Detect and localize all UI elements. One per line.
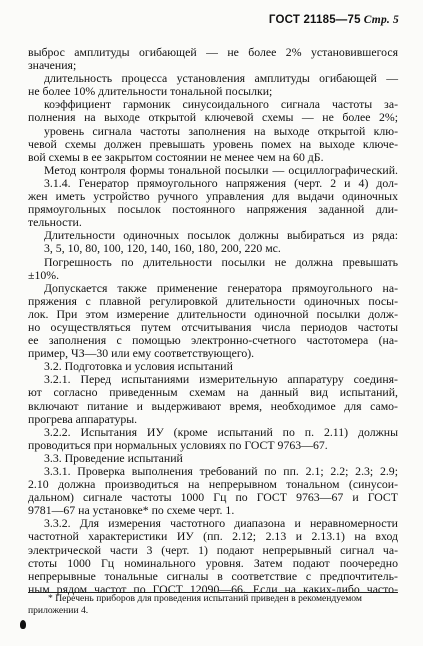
text-line: 3.2. Подготовка и условия испытаний — [44, 359, 233, 374]
text-line: вой схемы в ее закрытом состоянии не менее чем на 60 дБ. — [28, 149, 324, 164]
footnote-line: приложении 4. — [28, 604, 89, 616]
text-line: Погрешность по длительности посылки не должна превышать — [44, 254, 398, 269]
text-line: 3.3.1. Проверка выполнения требований по пп. 2.1; 2.2; 2.3; 2.9; — [44, 464, 398, 478]
text-line: лок. При этом измерение длительности одиночной посылки долж- — [28, 306, 398, 321]
text-line: прогрева аппаратуры. — [28, 411, 138, 426]
text-line: не более 10% длительности тональной посылки; — [28, 84, 273, 99]
page-mark — [20, 620, 26, 629]
text-line: прямоугольных посылок постоянного напряжения заданной дли- — [28, 202, 398, 217]
text-line: 3.2.2. Испытания ИУ (кроме испытаний по п. 2.11) должны — [44, 424, 398, 439]
text-line: частотной характеристики ИУ (пп. 2.12; 2.13 и 2.13.1) на вход — [28, 529, 398, 544]
text-line: Допускается также применение генератора прямоугольного на- — [44, 280, 398, 295]
text-line: включают питание и выдерживают время, необходимое для само- — [28, 398, 398, 413]
text-line: длительность процесса установления амплитуды огибающей — — [44, 71, 398, 86]
text-line: но осуществляться путем отсчитывания числа периодов частоты — [28, 319, 398, 334]
text-line: коэффициент гармоник синусоидального сигнала частоты за- — [44, 97, 398, 112]
text-line: 3.3.2. Для измерения частотного диапазона и неравномерности — [44, 516, 398, 531]
text-line: тельности. — [28, 215, 82, 230]
text-line: 3.1.4. Генератор прямоугольного напряжения (черт. 2 и 4) дол- — [44, 175, 398, 190]
text-line: 3.3. Проведение испытаний — [44, 450, 183, 465]
text-line: стоты 1000 Гц номинального уровня. Затем подают поочередно — [28, 555, 398, 570]
page-header — [269, 14, 399, 26]
text-line: пряжения с плавной регулировкой длительности одиночных посы- — [28, 293, 398, 308]
text-line: 3.2.1. Перед испытаниями измерительную аппаратуру соединя- — [44, 372, 398, 387]
body-text — [28, 46, 398, 596]
text-line: значения; — [28, 58, 77, 73]
text-line: ют согласно приведенным схемам на данный вид испытаний, — [28, 385, 398, 400]
text-line: Длительности одиночных посылок должны выбираться из ряда: — [44, 228, 398, 243]
page-number: Стр. 5 — [363, 14, 399, 26]
text-line: чевой схемы должен превышать уровень помех на выходе ключе- — [28, 136, 398, 151]
text-line: электрической части 3 (черт. 1) подают непрерывный сигнал ча- — [28, 542, 398, 557]
text-line: Метод контроля формы тональной посылки — осциллографический. — [44, 162, 398, 177]
text-line: ее заполнения с помощью электронно-счетного частотомера (на- — [28, 333, 398, 348]
text-line: 3, 5, 10, 80, 100, 120, 140, 160, 180, 200, 220 мс. — [44, 241, 281, 256]
footnote-line: * Перечень приборов для проведения испытаний приведен в рекомендуемом — [48, 593, 362, 604]
text-line: проводиться при нормальных условиях по ГОСТ 9763—67. — [28, 437, 328, 452]
text-line: ным рядом частот по ГОСТ 12090—66. Если на каких-либо часто- — [28, 581, 398, 596]
footnote — [28, 592, 398, 616]
text-line: дальном) сигнале частоты 1000 Гц по ГОСТ 9763—67 и ГОСТ — [28, 490, 398, 505]
text-line: 9781—67 на установке* по схеме черт. 1. — [28, 503, 235, 518]
text-line: выброс амплитуды огибающей — не более 2% установившегося — [28, 45, 398, 59]
text-line: уровень сигнала частоты заполнения на выходе открытой клю- — [44, 123, 398, 138]
text-line: непрерывные тональные сигналы в соответствие с предпочтитель- — [28, 568, 398, 583]
text-line: полнения на выходе открытой ключевой схемы — не более 2%; — [28, 110, 398, 125]
text-line: 2.10 должна производиться на непрерывном тональном (синусои- — [28, 477, 398, 492]
text-line: пример, ЧЗ—30 или ему соответствующего). — [28, 346, 255, 361]
text-line: ±10%. — [28, 267, 60, 282]
standard-number: ГОСТ 21185—75 — [268, 14, 361, 26]
text-line: жен иметь устройство ручного управления для выдачи одиночных — [28, 189, 398, 204]
